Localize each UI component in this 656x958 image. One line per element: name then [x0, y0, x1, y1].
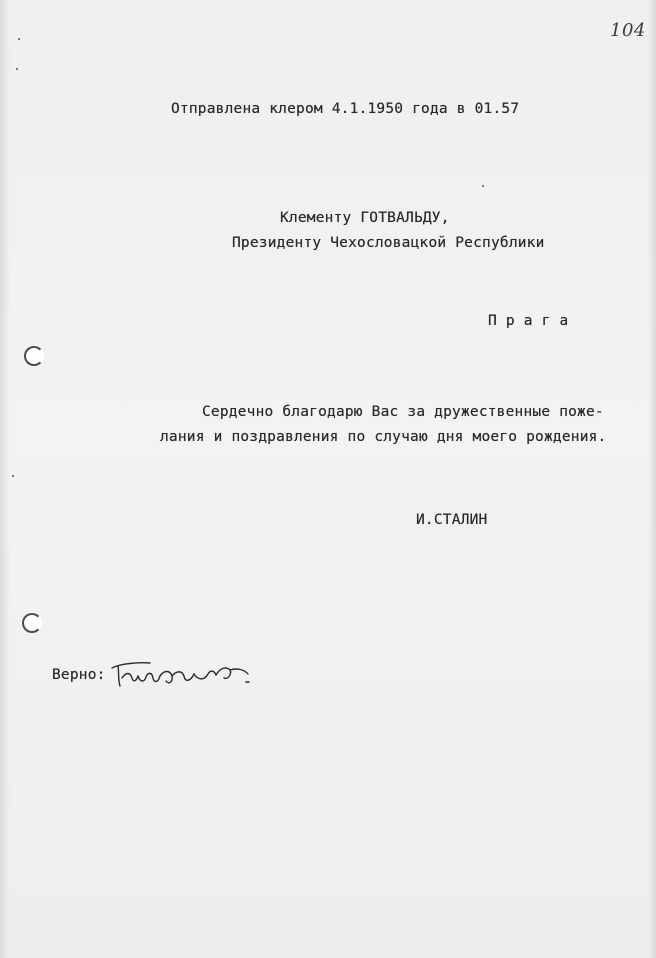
- page-left-edge-shadow: [0, 0, 10, 958]
- handwritten-signature: [106, 656, 256, 692]
- dispatch-line: Отправлена клером 4.1.1950 года в 01.57: [171, 101, 520, 117]
- punch-hole-upper: [24, 346, 44, 366]
- page-number: 104: [610, 20, 646, 41]
- punch-hole-lower: [22, 613, 42, 633]
- paper-speck: [12, 475, 14, 477]
- paper-speck: [16, 68, 18, 70]
- body-line-2: лания и поздравления по случаю дня моего рождения.: [160, 429, 607, 445]
- sender-signature: И.СТАЛИН: [416, 512, 488, 528]
- addressee-name: Клементу ГОТВАЛЬДУ,: [280, 210, 450, 226]
- body-line-1: Сердечно благодарю Вас за дружественные поже-: [202, 404, 604, 420]
- certification-label: Верно:: [52, 667, 106, 683]
- addressee-title: Президенту Чехословацкой Республики: [232, 235, 545, 251]
- paper-speck: [482, 185, 484, 187]
- paper-speck: [18, 38, 20, 40]
- page-right-edge-shadow: [648, 0, 656, 958]
- destination-city: П р а г а: [488, 313, 569, 329]
